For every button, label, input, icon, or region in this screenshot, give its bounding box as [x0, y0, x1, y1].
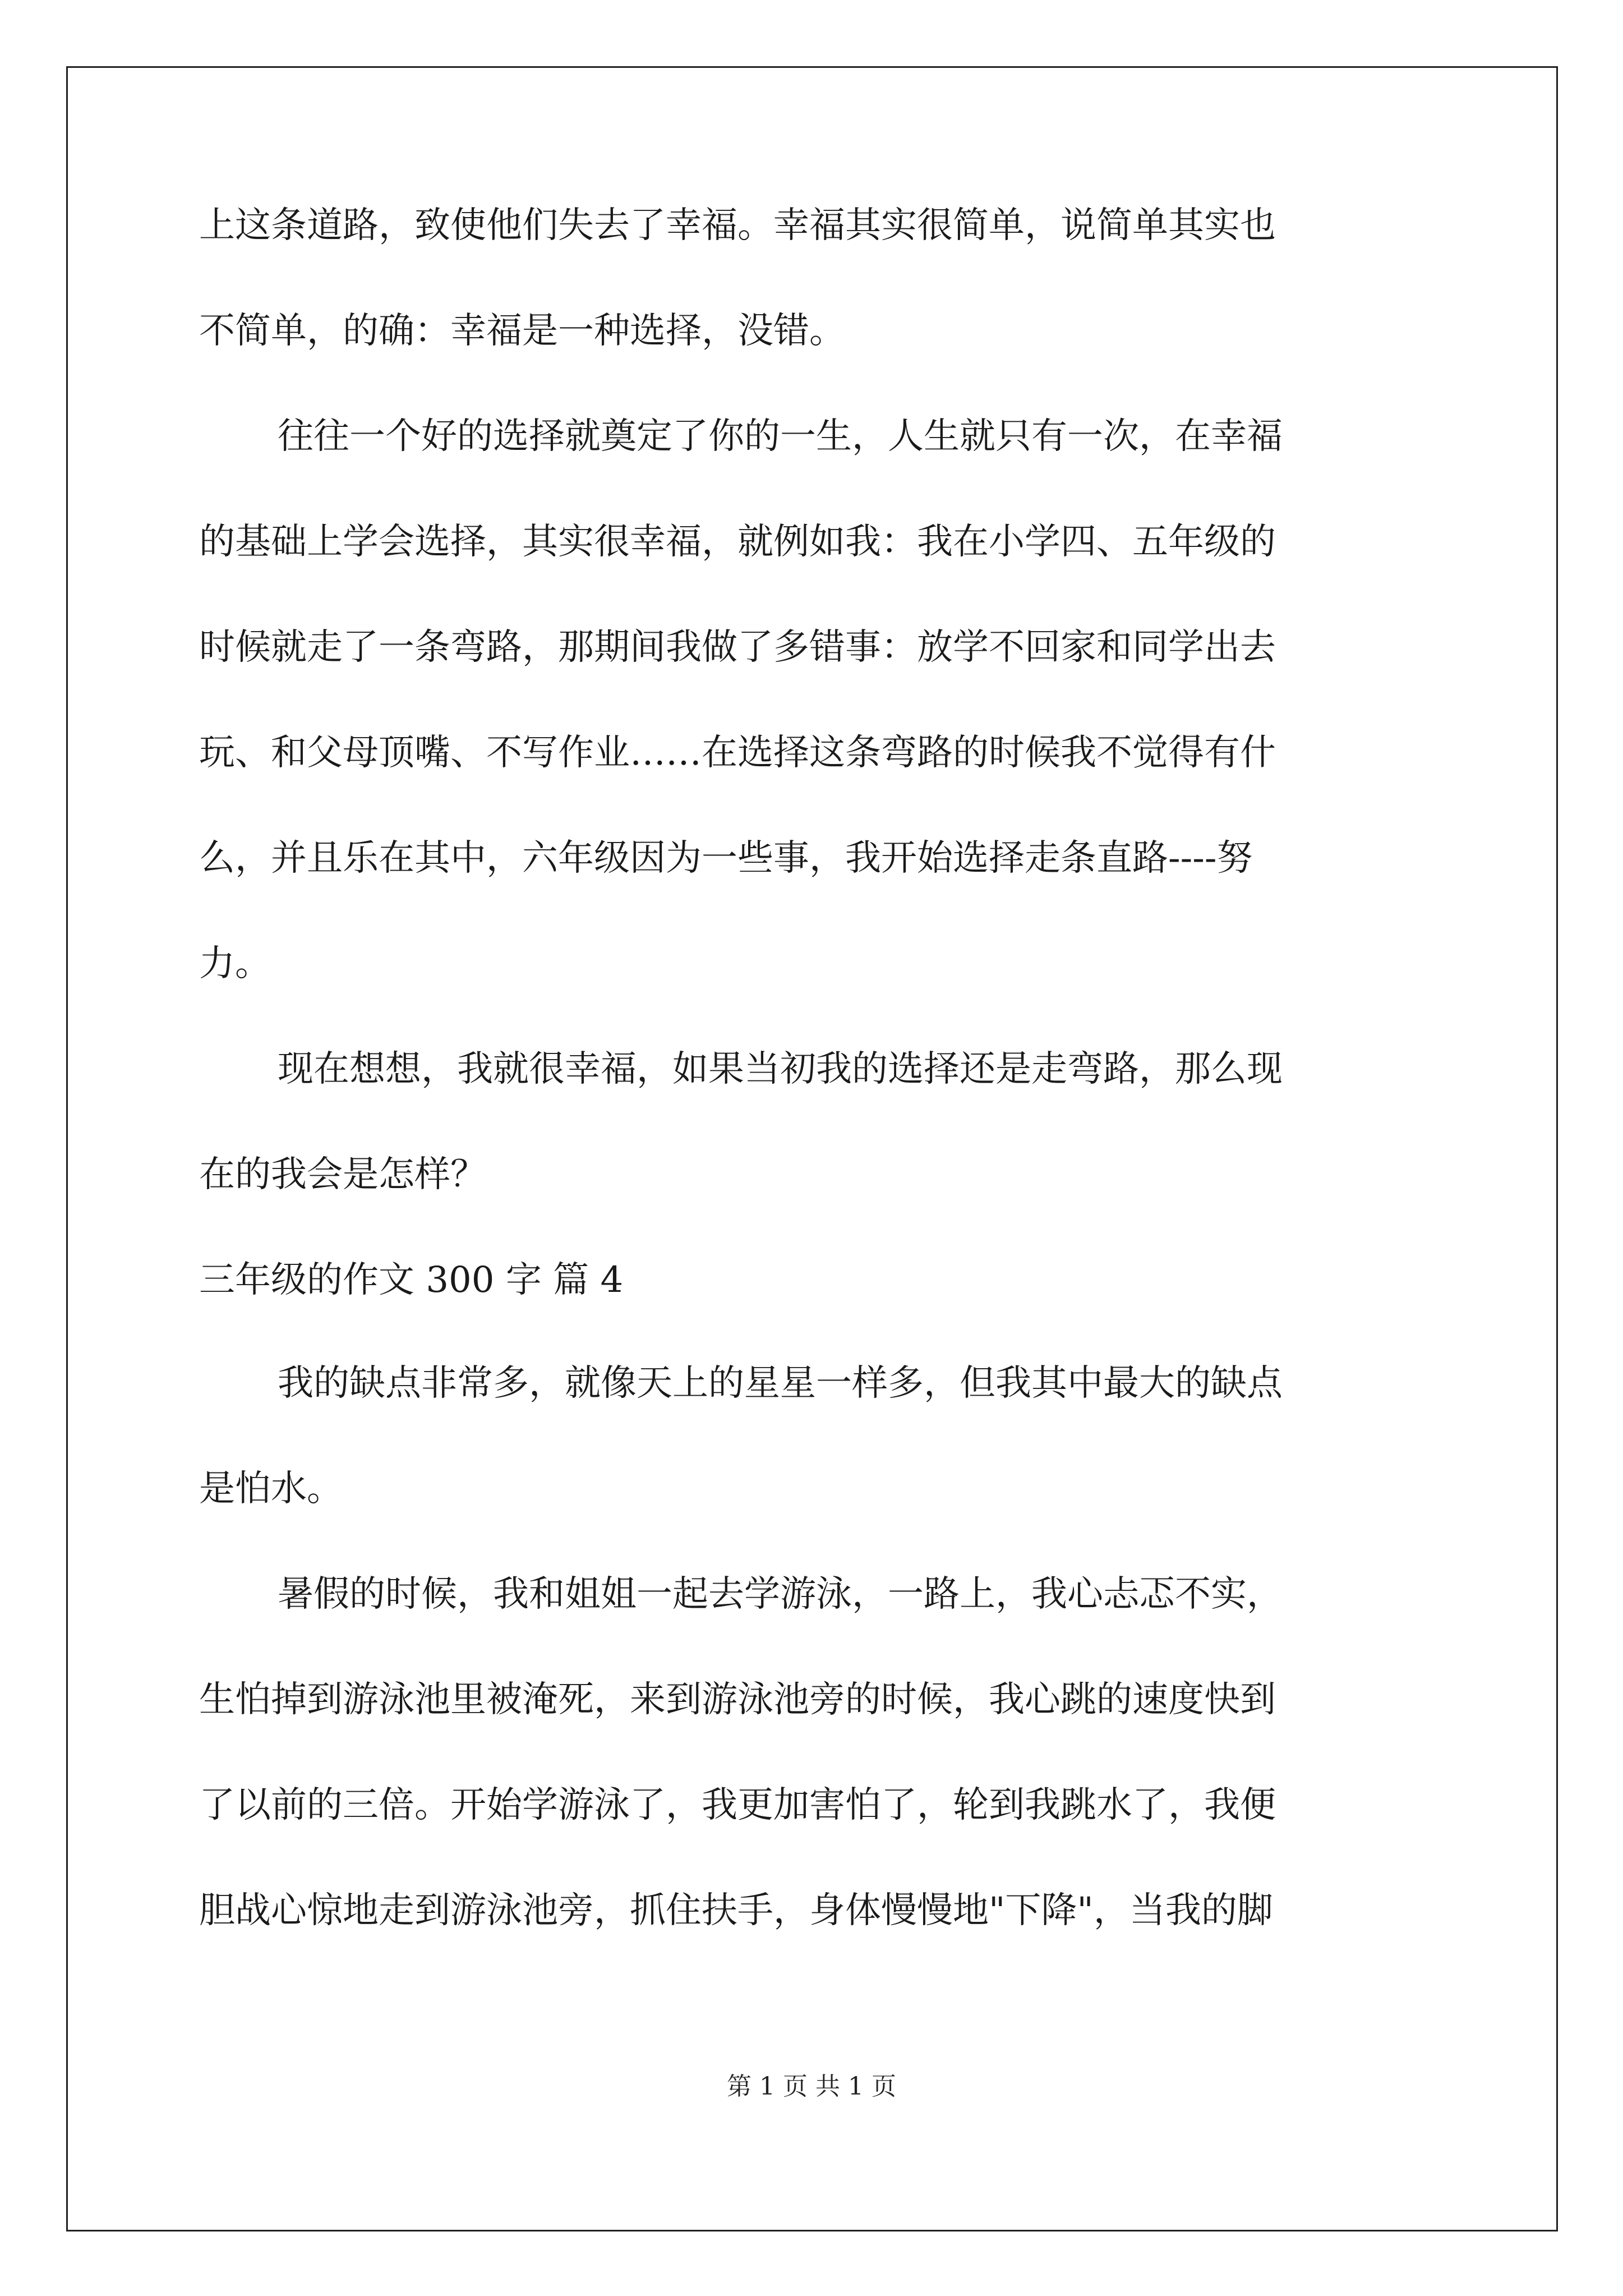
- text-line: 么，并且乐在其中，六年级因为一些事，我开始选择走条直路----努: [199, 838, 1253, 879]
- text-line: 上这条道路，致使他们失去了幸福。幸福其实很简单，说简单其实也: [199, 205, 1276, 246]
- text-line: 生怕掉到游泳池里被淹死，来到游泳池旁的时候，我心跳的速度快到: [199, 1679, 1276, 1720]
- document-body: [199, 205, 1427, 1998]
- text-line: 是怕水。: [199, 1468, 343, 1510]
- paragraph-start: 暑假的时候，我和姐姐一起去学游泳，一路上，我心忐忑不实，: [278, 1573, 1283, 1615]
- section-heading: 三年级的作文 300 字 篇 4: [199, 1259, 624, 1301]
- paragraph-start: 往往一个好的选择就奠定了你的一生，人生就只有一次，在幸福: [278, 416, 1283, 457]
- text-line: 不简单，的确：幸福是一种选择，没错。: [199, 310, 845, 352]
- text-line: 在的我会是怎样？: [199, 1154, 486, 1195]
- text-line: 胆战心惊地走到游泳池旁，抓住扶手，身体慢慢地"下降"，当我的脚: [199, 1890, 1273, 1931]
- text-line: 力。: [199, 943, 271, 984]
- text-line: 的基础上学会选择，其实很幸福，就例如我：我在小学四、五年级的: [199, 521, 1276, 563]
- text-line: 时候就走了一条弯路，那期间我做了多错事：放学不回家和同学出去: [199, 627, 1276, 668]
- paragraph-start: 现在想想，我就很幸福，如果当初我的选择还是走弯路，那么现: [278, 1048, 1283, 1090]
- text-line: 了以前的三倍。开始学游泳了，我更加害怕了，轮到我跳水了，我便: [199, 1784, 1276, 1826]
- page-number-footer: 第 1 页 共 1 页: [727, 2072, 896, 2101]
- paragraph-start: 我的缺点非常多，就像天上的星星一样多，但我其中最大的缺点: [278, 1363, 1283, 1404]
- text-line: 玩、和父母顶嘴、不写作业……在选择这条弯路的时候我不觉得有什: [199, 732, 1276, 774]
